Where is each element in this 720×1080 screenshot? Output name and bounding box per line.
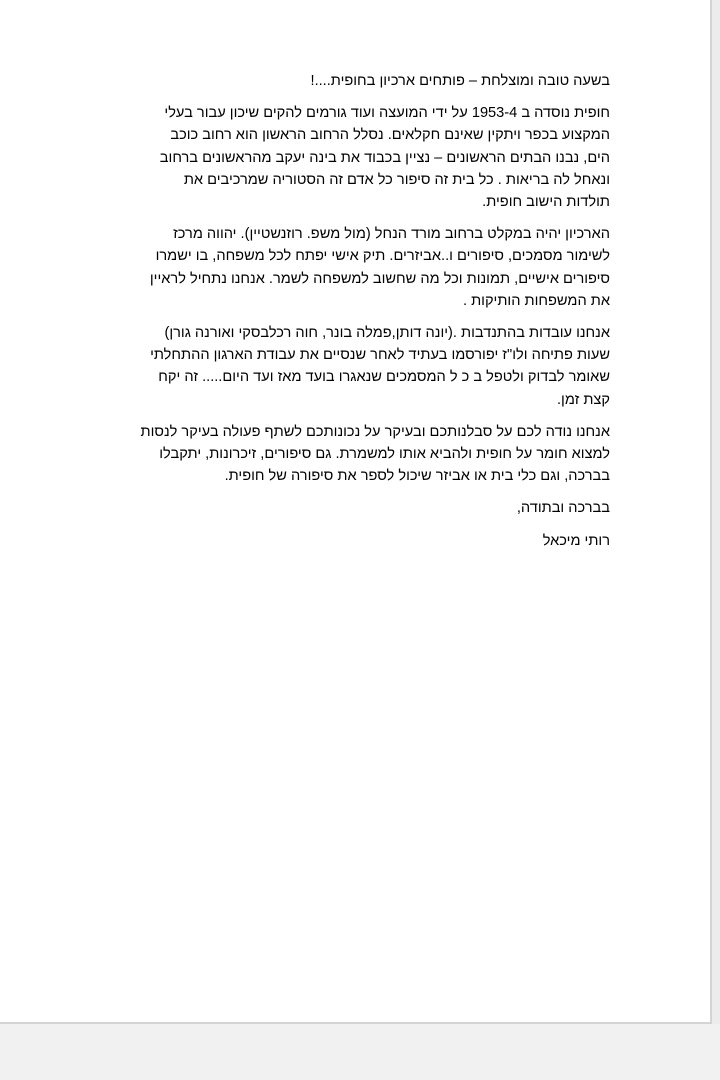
paragraph-title: [96, 70, 610, 92]
viewer-background: [0, 1026, 720, 1080]
paragraph-archive-location: [96, 223, 610, 312]
text-line: ונאחל לה בריאות . כל בית זה סיפור כל אדם זה הסטוריה שמרכיבים את: [183, 171, 610, 188]
text-line: סיפורים אישיים, תמונות וכל מה שחשוב למשפחה לשמר. אנחנו נתחיל לראיין: [149, 270, 610, 287]
text-line: הארכיון יהיה במקלט ברחוב מורד הנחל (מול משפ. רוזנשטיין). יהווה מרכז: [173, 226, 610, 243]
paragraph-volunteers: [96, 322, 610, 411]
text-line: תולדות הישוב חופית.: [482, 194, 610, 211]
text-line: שעות פתיחה ולו"ז יפורסמו בעתיד לאחר שנסיים את עבודת הארגון ההתחלתי: [150, 347, 610, 364]
paragraph-signature: [96, 530, 610, 552]
text-line: למצוא חומר על חופית ולהביא אותו למשמרת. גם סיפורים, זיכרונות, יתקבלו: [159, 446, 610, 463]
text-line: בברכה, וגם כלי בית או אביזר שיכול לספר את סיפורה של חופית.: [224, 468, 610, 485]
text-line: חופית נוסדה ב 1953-4 על ידי המועצה ועוד גורמים להקים שיכון עבור בעלי: [164, 105, 610, 122]
text-line: רותי מיכאל: [542, 532, 610, 549]
text-line: בברכה ובתודה,: [516, 500, 610, 517]
paragraph-closing: [96, 497, 610, 519]
text-line: לשימור מסמכים, סיפורים ו..אביזרים. תיק אישי יפתח לכל משפחה, בו ישמרו: [155, 248, 610, 265]
text-line: אנחנו עובדות בהתנדבות .(יונה דותן,פמלה בונר, חוה רכלבסקי ואורנה גורן): [164, 325, 610, 342]
document-body: [96, 70, 610, 562]
paragraph-history: [96, 102, 610, 213]
text-line: המקצוע בכפר ויתקין שאינם חקלאים. נסלל הרחוב הראשון הוא רחוב כוכב: [170, 127, 610, 144]
text-line: קצת זמן.: [557, 391, 610, 408]
text-line: את המשפחות הותיקות .: [462, 292, 610, 309]
text-line: בשעה טובה ומוצלחת – פותחים ארכיון בחופית....!: [310, 73, 610, 89]
paragraph-thanks: [96, 421, 610, 488]
text-line: הים, נבנו הבתים הראשונים – נציין בכבוד את בינה יעקב מהראשונים ברחוב: [159, 149, 610, 166]
page-edge: [712, 0, 720, 1024]
text-line: שאומר לבדוק ולטפל ב כ ל המסמכים שנאגרו בועד מאז ועד היום..... זה יקח: [158, 369, 610, 386]
text-line: אנחנו נודה לכם על סבלנותכם ובעיקר על נכונותכם לשתף פעולה בעיקר לנסות: [140, 423, 610, 440]
